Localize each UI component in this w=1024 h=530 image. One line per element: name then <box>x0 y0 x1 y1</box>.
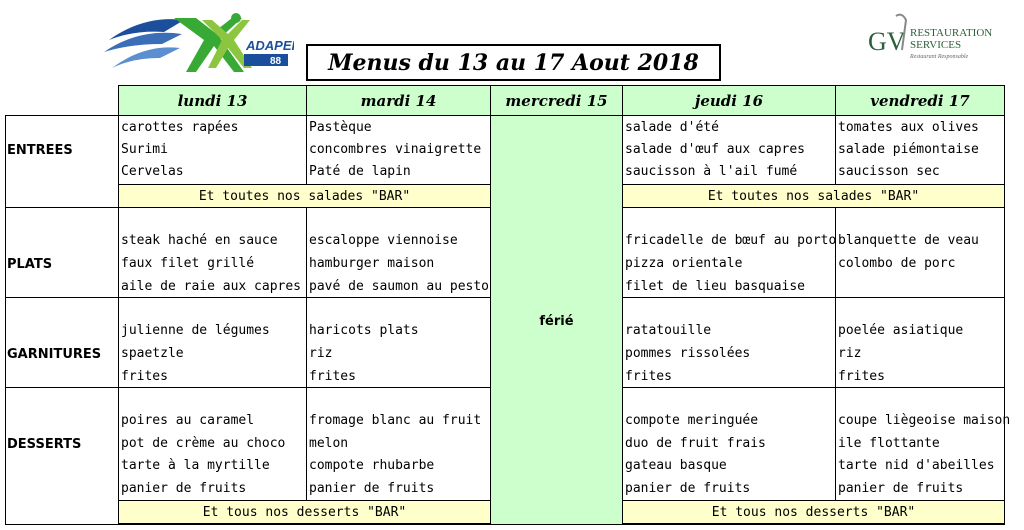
list-item: frites <box>625 369 672 384</box>
list-item: saucisson sec <box>838 164 940 179</box>
list-item: tomates aux olives <box>838 120 979 135</box>
gv-logo-line1: RESTAURATION <box>910 27 993 39</box>
ferie-column: férié <box>490 115 623 525</box>
list-item: pommes rissolées <box>625 346 751 361</box>
day-header-lundi: lundi 13 <box>118 85 307 116</box>
list-item: salade piémontaise <box>838 142 979 157</box>
list-item: tarte à la myrtille <box>121 458 270 473</box>
list-item: frites <box>121 369 168 384</box>
list-item: julienne de légumes <box>121 323 270 338</box>
day-header-mardi: mardi 14 <box>306 85 491 116</box>
grid-divider <box>835 115 836 525</box>
list-item: tarte nid d'abeilles <box>838 458 995 473</box>
grid-divider <box>118 115 119 525</box>
list-item: riz <box>309 346 333 361</box>
list-item: aile de raie aux capres <box>121 279 302 294</box>
list-item: saucisson à l'ail fumé <box>625 164 798 179</box>
salades-bar-note: Et toutes nos salades "BAR" <box>622 184 1005 208</box>
row-label-plats: PLATS <box>7 256 53 272</box>
row-label-garnitures: GARNITURES <box>7 346 102 362</box>
row-label-entrees: ENTREES <box>7 142 73 158</box>
list-item: colombo de porc <box>838 256 956 271</box>
desserts-bar-note: Et tous nos desserts "BAR" <box>622 500 1005 524</box>
list-item: fricadelle de bœuf au porto <box>625 233 837 248</box>
list-item: Pastèque <box>309 120 372 135</box>
list-item: panier de fruits <box>625 481 751 496</box>
list-item: haricots plats <box>309 323 419 338</box>
adapei-logo-graphic <box>104 10 294 78</box>
grid-divider <box>306 115 307 525</box>
list-item: salade d'été <box>625 120 719 135</box>
list-item: escaloppe viennoise <box>309 233 458 248</box>
salades-bar-note: Et toutes nos salades "BAR" <box>118 184 491 208</box>
list-item: pavé de saumon au pesto <box>309 279 490 294</box>
day-header-jeudi: jeudi 16 <box>622 85 836 116</box>
gv-restauration-logo <box>866 10 1016 66</box>
list-item: fromage blanc au fruit <box>309 413 482 428</box>
day-header-vendredi: vendredi 17 <box>835 85 1005 116</box>
list-item: pot de crème au choco <box>121 436 286 451</box>
list-item: poires au caramel <box>121 413 255 428</box>
list-item: filet de lieu basquaise <box>625 279 806 294</box>
list-item: frites <box>838 369 885 384</box>
list-item: ile flottante <box>838 436 940 451</box>
desserts-bar-note: Et tous nos desserts "BAR" <box>118 500 491 524</box>
list-item: Surimi <box>121 142 168 157</box>
list-item: riz <box>838 346 862 361</box>
list-item: salade d'œuf aux capres <box>625 142 806 157</box>
list-item: ratatouille <box>625 323 712 338</box>
list-item: panier de fruits <box>309 481 435 496</box>
list-item: gateau basque <box>625 458 727 473</box>
day-header-mercredi: mercredi 15 <box>490 85 623 116</box>
page-title: Menus du 13 au 17 Aout 2018 <box>306 44 721 81</box>
adapei-logo-text: ADAPEI <box>246 38 294 53</box>
list-item: pizza orientale <box>625 256 743 271</box>
adapei-logo-number: 88 <box>270 56 282 67</box>
list-item: spaetzle <box>121 346 184 361</box>
list-item: compote meringuée <box>625 413 759 428</box>
list-item: panier de fruits <box>838 481 964 496</box>
list-item: duo de fruit frais <box>625 436 766 451</box>
list-item: faux filet grillé <box>121 256 255 271</box>
list-item: Cervelas <box>121 164 184 179</box>
list-item: Paté de lapin <box>309 164 411 179</box>
gv-logo-mark: GV <box>868 27 906 56</box>
list-item: steak haché en sauce <box>121 233 278 248</box>
list-item: poelée asiatique <box>838 323 964 338</box>
list-item: frites <box>309 369 356 384</box>
list-item: panier de fruits <box>121 481 247 496</box>
row-label-desserts: DESSERTS <box>7 436 82 452</box>
list-item: concombres vinaigrette <box>309 142 482 157</box>
list-item: hamburger maison <box>309 256 435 271</box>
list-item: melon <box>309 436 349 451</box>
gv-logo-tagline: Restaurant Responsable <box>910 54 969 60</box>
adapei-logo <box>104 10 294 78</box>
list-item: compote rhubarbe <box>309 458 435 473</box>
list-item: coupe liègeoise maison <box>838 413 1011 428</box>
list-item: carottes rapées <box>121 120 239 135</box>
list-item: blanquette de veau <box>838 233 979 248</box>
gv-logo-graphic <box>866 10 1016 66</box>
gv-logo-line2: SERVICES <box>910 39 962 51</box>
